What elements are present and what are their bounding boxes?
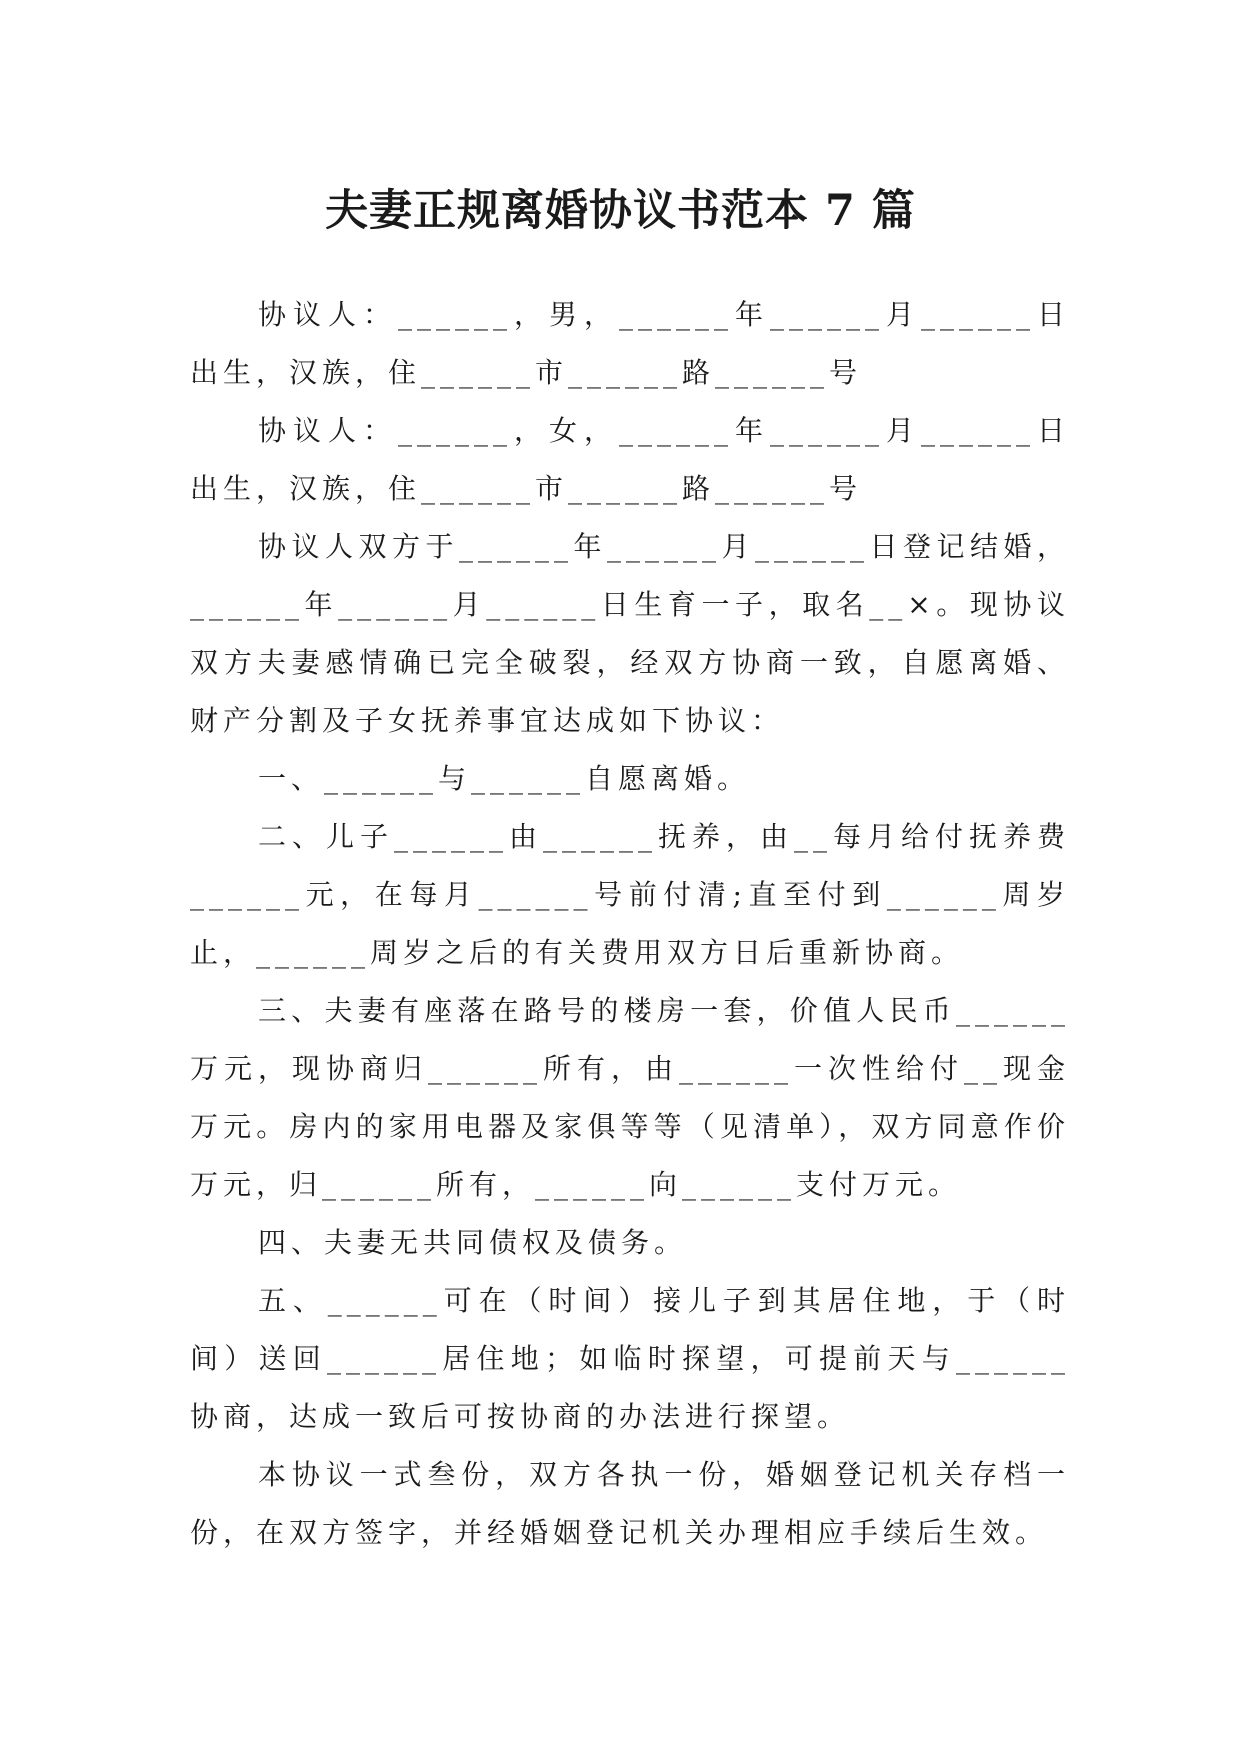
document-body: [190, 286, 1070, 1562]
paragraph-party-male: 协议人：______，男，______年______月______日出生，汉族，住______市______路______号: [190, 298, 1070, 389]
paragraph-marriage-facts: 协议人双方于______年______月______日登记结婚，______年______月______日生育一子，取名__×。现协议双方夫妻感情确已完全破裂，经双方协商一致，自愿离婚、财产分割及子女抚养事宜达成如下协议：: [190, 530, 1070, 737]
document-title: 夫妻正规离婚协议书范本 7 篇: [325, 185, 916, 236]
paragraph-clause-3: 三、夫妻有座落在路号的楼房一套，价值人民币______万元，现协商归______所有，由______一次性给付__现金万元。房内的家用电器及家俱等等（见清单），双方同意作价万元，归______所有，______向______支付万元。: [190, 994, 1070, 1201]
paragraph-clause-5: 五、______可在（时间）接儿子到其居住地，于（时间）送回______居住地；如临时探望，可提前天与______协商，达成一致后可按协商的办法进行探望。: [190, 1284, 1070, 1433]
paragraph-clause-1: 一、______与______自愿离婚。: [258, 762, 751, 795]
paragraph-clause-4: 四、夫妻无共同债权及债务。: [258, 1226, 688, 1259]
paragraph-closing: 本协议一式叁份，双方各执一份，婚姻登记机关存档一份，在双方签字，并经婚姻登记机关办理相应手续后生效。: [190, 1458, 1070, 1549]
paragraph-clause-2: 二、儿子______由______抚养，由__每月给付抚养费______元，在每月______号前付清;直至付到______周岁止，______周岁之后的有关费用双方日后重新协商。: [190, 820, 1070, 969]
paragraph-party-female: 协议人：______，女，______年______月______日出生，汉族，住______市______路______号: [190, 414, 1070, 505]
